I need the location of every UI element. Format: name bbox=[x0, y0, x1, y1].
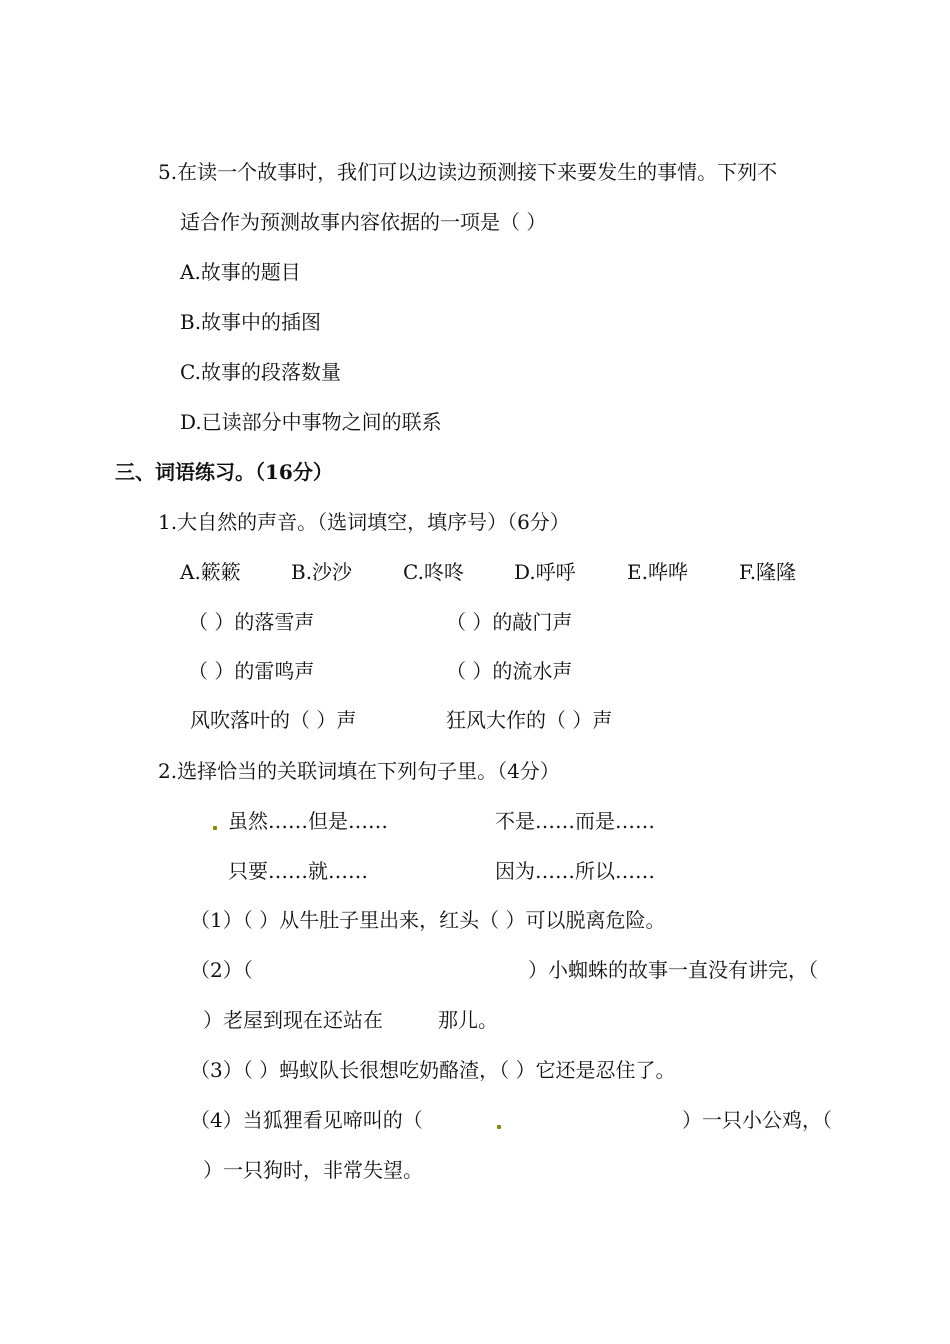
q2-word-4: 因为……所以…… bbox=[495, 859, 655, 883]
q1-title: 1.大自然的声音。（选词填空，填序号）（6分） bbox=[158, 510, 570, 534]
q1-blank-thunder: （ ）的雷鸣声 bbox=[188, 659, 315, 683]
q5-option-c: C.故事的段落数量 bbox=[180, 360, 341, 384]
q1-blank-leaves: 风吹落叶的（ ）声 bbox=[190, 708, 357, 732]
q5-option-d: D.已读部分中事物之间的联系 bbox=[180, 410, 442, 434]
q2-sentence-2-mid: ）小蜘蛛的故事一直没有讲完，（ bbox=[528, 958, 818, 982]
q1-choice-a: A.簌簌 bbox=[180, 560, 241, 584]
q2-sentence-2-end: 那儿。 bbox=[438, 1008, 498, 1032]
q5-stem-line2: 适合作为预测故事内容依据的一项是（ ） bbox=[180, 210, 547, 234]
q2-sentence-1: （1）（ ）从牛肚子里出来，红头（ ）可以脱离危险。 bbox=[190, 908, 666, 932]
q1-choice-c: C.咚咚 bbox=[403, 560, 464, 584]
q2-sentence-4-end: ）一只狗时，非常失望。 bbox=[203, 1158, 423, 1182]
marker-dot bbox=[497, 1125, 501, 1129]
q2-sentence-3: （3）（ ）蚂蚁队长很想吃奶酪渣，（ ）它还是忍住了。 bbox=[190, 1058, 676, 1082]
q1-blank-water: （ ）的流水声 bbox=[446, 659, 573, 683]
q1-blank-wind: 狂风大作的（ ）声 bbox=[446, 708, 613, 732]
q2-word-1: 虽然……但是…… bbox=[228, 809, 388, 833]
q2-sentence-4-mid: ）一只小公鸡，（ bbox=[682, 1108, 832, 1132]
q2-sentence-4-start: （4）当狐狸看见啼叫的（ bbox=[190, 1108, 423, 1132]
q2-word-3: 只要……就…… bbox=[228, 859, 368, 883]
q2-sentence-2-cont: ）老屋到现在还站在 bbox=[203, 1008, 383, 1032]
q1-choice-d: D.呼呼 bbox=[514, 560, 576, 584]
q1-blank-snow: （ ）的落雪声 bbox=[188, 610, 315, 634]
q1-choice-f: F.隆隆 bbox=[739, 560, 797, 584]
q1-choice-b: B.沙沙 bbox=[291, 560, 353, 584]
q5-option-b: B.故事中的插图 bbox=[180, 310, 322, 334]
q2-word-2: 不是……而是…… bbox=[495, 809, 655, 833]
q1-blank-knock: （ ）的敲门声 bbox=[446, 610, 573, 634]
q2-title: 2.选择恰当的关联词填在下列句子里。（4分） bbox=[158, 759, 560, 783]
q5-stem-line1: 5.在读一个故事时，我们可以边读边预测接下来要发生的事情。下列不 bbox=[158, 160, 778, 184]
section-3-heading: 三、词语练习。（16分） bbox=[115, 460, 333, 484]
q5-option-a: A.故事的题目 bbox=[180, 260, 301, 284]
q2-sentence-2-start: （2）（ bbox=[190, 958, 253, 982]
q1-choice-e: E.哗哗 bbox=[627, 560, 688, 584]
marker-dot bbox=[213, 826, 217, 830]
